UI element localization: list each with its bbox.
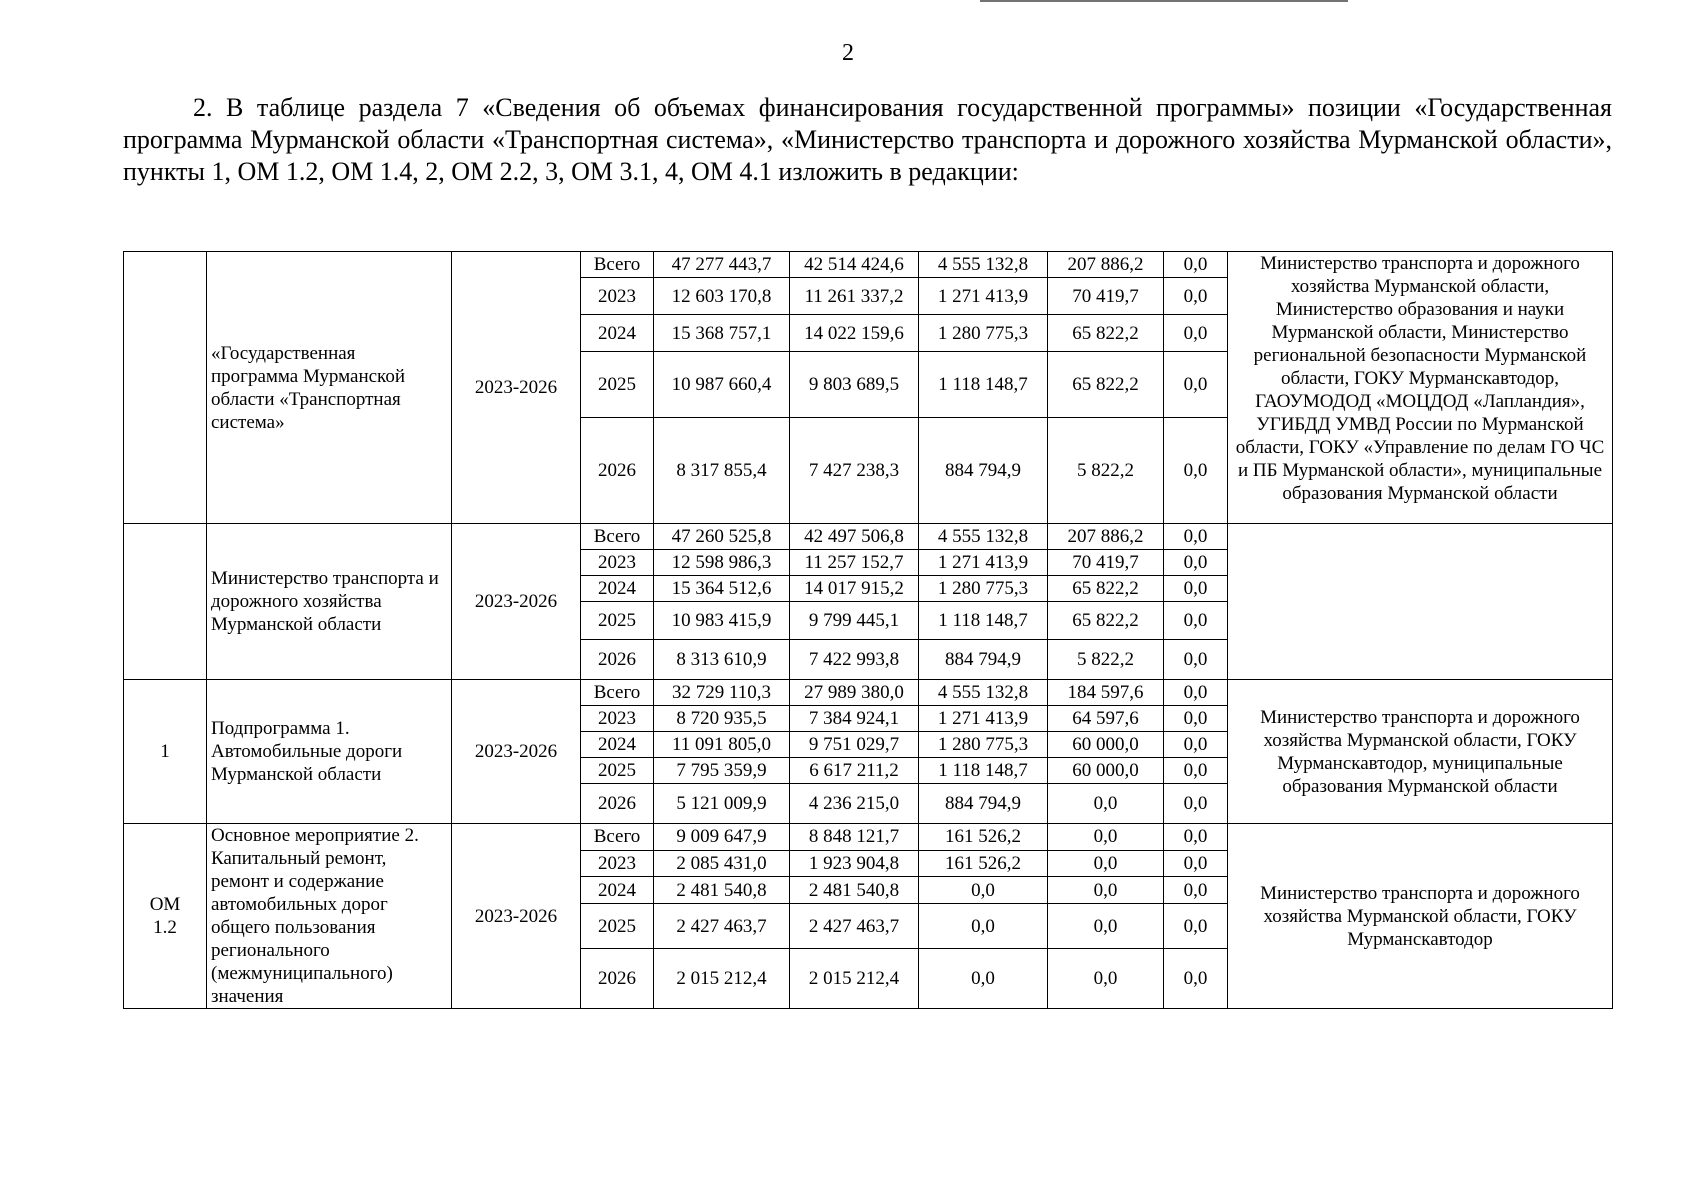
amount-federal: 1 271 413,9 [919,278,1048,315]
amount-total: 32 729 110,3 [654,680,790,706]
amount-local: 65 822,2 [1048,315,1164,352]
year-cell: Всего [581,524,654,550]
amount-other: 0,0 [1164,278,1228,315]
executors-cell: Министерство транспорта и дорожного хозяйства Мурманской области, ГОКУ Мурманскавтодор, муниципальные образования Мурманской области [1228,680,1613,824]
amount-local: 64 597,6 [1048,706,1164,732]
amount-total: 2 085 431,0 [654,850,790,877]
amount-federal: 161 526,2 [919,824,1048,851]
amount-local: 184 597,6 [1048,680,1164,706]
amount-local: 0,0 [1048,877,1164,904]
intro-paragraph [123,92,1612,188]
amount-total: 2 481 540,8 [654,877,790,904]
amount-federal: 4 555 132,8 [919,252,1048,278]
amount-regional: 1 923 904,8 [790,850,919,877]
amount-other: 0,0 [1164,680,1228,706]
amount-total: 10 983 415,9 [654,602,790,640]
year-cell: 2024 [581,732,654,758]
item-number [124,252,207,524]
item-period: 2023-2026 [452,524,581,680]
amount-local: 60 000,0 [1048,732,1164,758]
amount-federal: 1 280 775,3 [919,315,1048,352]
amount-regional: 6 617 211,2 [790,758,919,784]
executors-cell: Министерство транспорта и дорожного хозяйства Мурманской области, ГОКУ Мурманскавтодор [1228,824,1613,1009]
amount-federal: 1 280 775,3 [919,732,1048,758]
item-number [124,524,207,680]
amount-other: 0,0 [1164,418,1228,524]
amount-other: 0,0 [1164,550,1228,576]
amount-regional: 2 481 540,8 [790,877,919,904]
year-cell: 2025 [581,758,654,784]
amount-other: 0,0 [1164,602,1228,640]
amount-regional: 8 848 121,7 [790,824,919,851]
executors-cell [1228,524,1613,680]
amount-local: 60 000,0 [1048,758,1164,784]
item-name: Подпрограмма 1. Автомобильные дороги Мурманской области [207,680,452,824]
table-row [124,252,1613,278]
amount-total: 8 720 935,5 [654,706,790,732]
item-name: «Государственная программа Мурманской области «Транспортная система» [207,252,452,524]
amount-regional: 7 427 238,3 [790,418,919,524]
amount-regional: 2 427 463,7 [790,904,919,949]
amount-federal: 4 555 132,8 [919,680,1048,706]
amount-total: 9 009 647,9 [654,824,790,851]
amount-local: 207 886,2 [1048,524,1164,550]
amount-regional: 14 017 915,2 [790,576,919,602]
amount-local: 65 822,2 [1048,576,1164,602]
year-cell: 2023 [581,550,654,576]
amount-federal: 0,0 [919,904,1048,949]
amount-local: 0,0 [1048,904,1164,949]
amount-federal: 1 271 413,9 [919,550,1048,576]
amount-other: 0,0 [1164,949,1228,1009]
amount-other: 0,0 [1164,706,1228,732]
table-row [124,824,1613,851]
amount-federal: 0,0 [919,877,1048,904]
executors-cell: Министерство транспорта и дорожного хозяйства Мурманской области, Министерство образования и науки Мурманской области, Министерство региональной безопасности Мурманской области, ГОКУ Мурманскавтодор, ГАОУМОДОД «МОЦДОД «Лапландия», УГИБДД УМВД России по Мурманской области, ГОКУ «Управление по делам ГО ЧС и ПБ Мурманской области», муниципальные образования Мурманской области [1228,252,1613,524]
year-cell: Всего [581,824,654,851]
amount-other: 0,0 [1164,904,1228,949]
amount-regional: 14 022 159,6 [790,315,919,352]
year-cell: 2025 [581,352,654,418]
amount-regional: 4 236 215,0 [790,784,919,824]
amount-local: 5 822,2 [1048,418,1164,524]
year-cell: 2024 [581,877,654,904]
amount-federal: 1 118 148,7 [919,352,1048,418]
year-cell: 2026 [581,949,654,1009]
amount-total: 2 427 463,7 [654,904,790,949]
year-cell: 2024 [581,315,654,352]
amount-total: 7 795 359,9 [654,758,790,784]
amount-regional: 9 803 689,5 [790,352,919,418]
amount-local: 65 822,2 [1048,602,1164,640]
amount-local: 0,0 [1048,850,1164,877]
amount-other: 0,0 [1164,758,1228,784]
amount-local: 70 419,7 [1048,278,1164,315]
amount-federal: 884 794,9 [919,784,1048,824]
year-cell: 2025 [581,602,654,640]
page-number: 2 [842,40,854,66]
amount-other: 0,0 [1164,524,1228,550]
year-cell: Всего [581,680,654,706]
year-cell: 2023 [581,278,654,315]
amount-regional: 7 384 924,1 [790,706,919,732]
year-cell: 2026 [581,784,654,824]
item-number: 1 [124,680,207,824]
amount-total: 8 313 610,9 [654,640,790,680]
table-row [124,680,1613,706]
amount-other: 0,0 [1164,732,1228,758]
amount-other: 0,0 [1164,352,1228,418]
amount-federal: 1 118 148,7 [919,758,1048,784]
amount-other: 0,0 [1164,850,1228,877]
year-cell: 2026 [581,418,654,524]
amount-federal: 884 794,9 [919,418,1048,524]
amount-other: 0,0 [1164,576,1228,602]
amount-other: 0,0 [1164,877,1228,904]
amount-regional: 42 497 506,8 [790,524,919,550]
amount-other: 0,0 [1164,784,1228,824]
amount-federal: 0,0 [919,949,1048,1009]
amount-local: 70 419,7 [1048,550,1164,576]
amount-total: 47 260 525,8 [654,524,790,550]
amount-regional: 11 261 337,2 [790,278,919,315]
amount-other: 0,0 [1164,252,1228,278]
amount-local: 0,0 [1048,784,1164,824]
amount-other: 0,0 [1164,824,1228,851]
year-cell: 2025 [581,904,654,949]
amount-local: 207 886,2 [1048,252,1164,278]
amount-federal: 1 280 775,3 [919,576,1048,602]
amount-federal: 4 555 132,8 [919,524,1048,550]
intro-text: 2. В таблице раздела 7 «Сведения об объемах финансирования государственной программы» позиции «Государственная программа Мурманской области «Транспортная система», «Министерство транспорта и дорожного хозяйства Мурманской области», пункты 1, ОМ 1.2, ОМ 1.4, 2, ОМ 2.2, 3, ОМ 3.1, 4, ОМ 4.1 изложить в редакции: [123,93,1612,186]
amount-total: 15 368 757,1 [654,315,790,352]
amount-regional: 9 751 029,7 [790,732,919,758]
amount-total: 12 603 170,8 [654,278,790,315]
amount-regional: 27 989 380,0 [790,680,919,706]
top-rule [980,0,1348,2]
item-period: 2023-2026 [452,824,581,1009]
amount-total: 8 317 855,4 [654,418,790,524]
item-period: 2023-2026 [452,252,581,524]
amount-total: 11 091 805,0 [654,732,790,758]
amount-local: 0,0 [1048,824,1164,851]
amount-total: 15 364 512,6 [654,576,790,602]
amount-total: 47 277 443,7 [654,252,790,278]
amount-federal: 1 118 148,7 [919,602,1048,640]
item-name: Основное мероприятие 2. Капитальный ремонт, ремонт и содержание автомобильных дорог общего пользования регионального (межмуниципального) значения [207,824,452,1009]
item-period: 2023-2026 [452,680,581,824]
amount-regional: 9 799 445,1 [790,602,919,640]
amount-local: 0,0 [1048,949,1164,1009]
amount-federal: 161 526,2 [919,850,1048,877]
amount-local: 65 822,2 [1048,352,1164,418]
amount-regional: 2 015 212,4 [790,949,919,1009]
amount-total: 10 987 660,4 [654,352,790,418]
amount-federal: 1 271 413,9 [919,706,1048,732]
year-cell: 2023 [581,850,654,877]
amount-regional: 7 422 993,8 [790,640,919,680]
amount-regional: 11 257 152,7 [790,550,919,576]
table-row [124,524,1613,550]
amount-other: 0,0 [1164,640,1228,680]
year-cell: Всего [581,252,654,278]
amount-regional: 42 514 424,6 [790,252,919,278]
amount-federal: 884 794,9 [919,640,1048,680]
item-name: Министерство транспорта и дорожного хозяйства Мурманской области [207,524,452,680]
amount-total: 5 121 009,9 [654,784,790,824]
year-cell: 2024 [581,576,654,602]
amount-other: 0,0 [1164,315,1228,352]
year-cell: 2023 [581,706,654,732]
amount-total: 12 598 986,3 [654,550,790,576]
year-cell: 2026 [581,640,654,680]
amount-total: 2 015 212,4 [654,949,790,1009]
amount-local: 5 822,2 [1048,640,1164,680]
item-number: ОМ 1.2 [124,824,207,1009]
financing-table [123,251,1613,1009]
